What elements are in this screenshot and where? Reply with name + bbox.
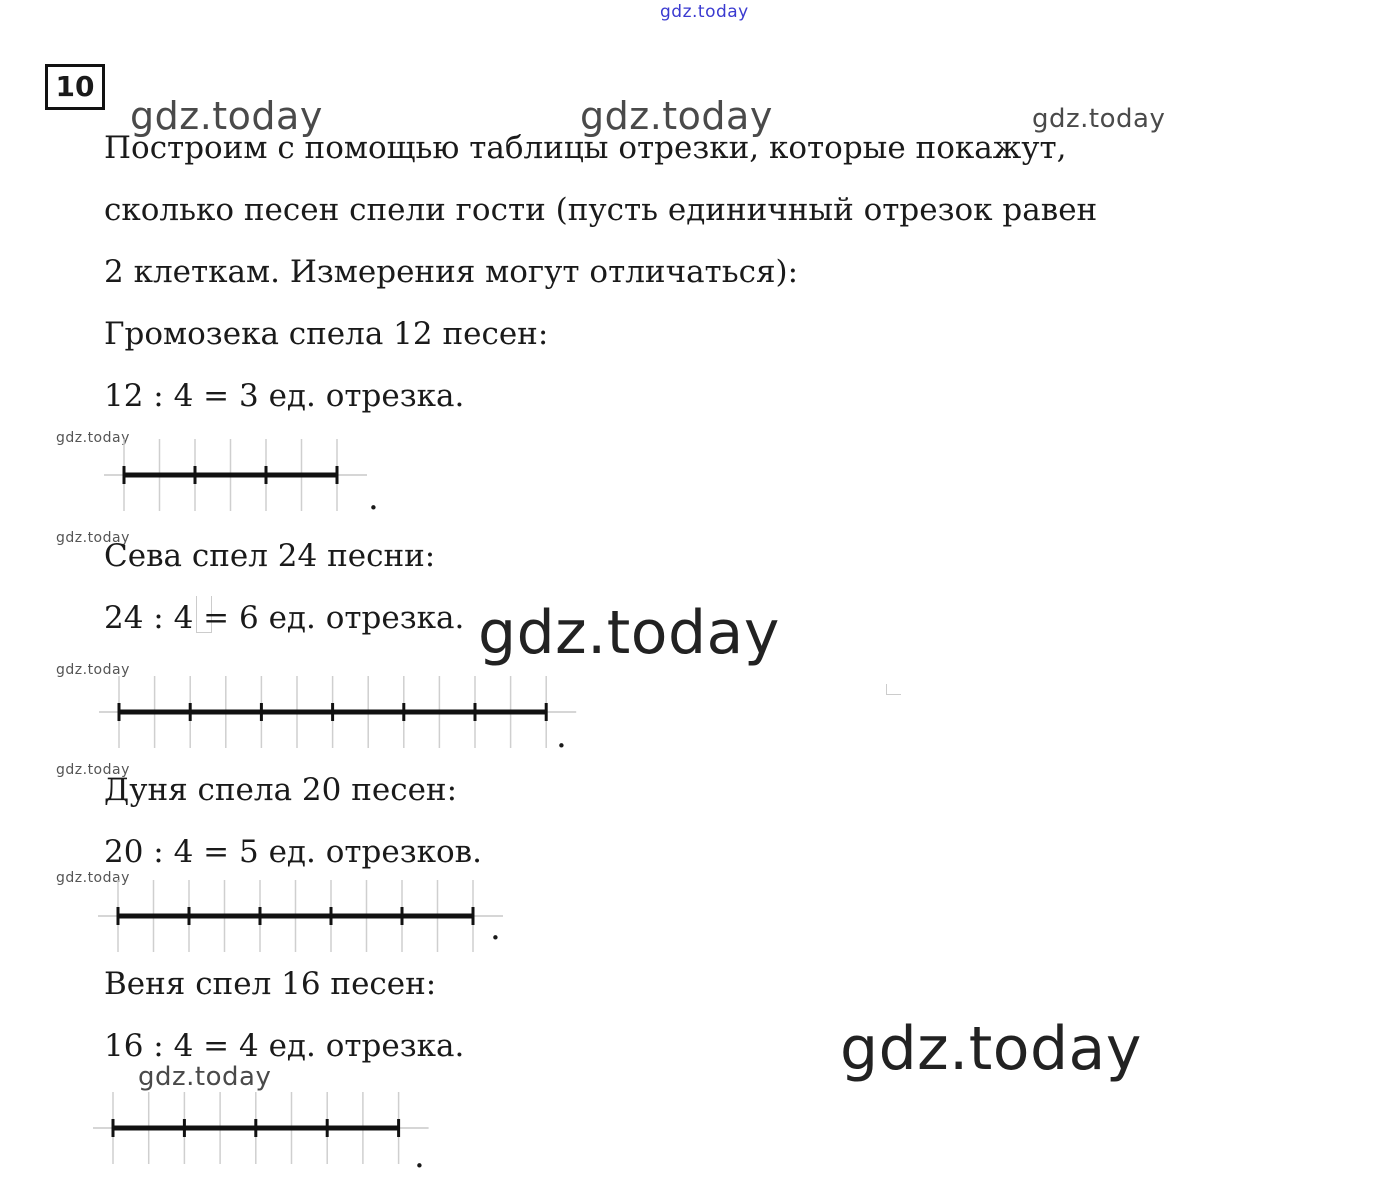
watermark-small: gdz.today [56, 662, 130, 678]
watermark: gdz.today [130, 94, 323, 138]
end-dot: . [490, 908, 501, 948]
watermark: gdz.today [1032, 104, 1166, 134]
section-title: Громозека спела 12 песен: [104, 316, 549, 352]
task-number: 10 [45, 64, 105, 110]
intro-line-3: 2 клеткам. Измерения могут отличаться): [104, 254, 799, 290]
watermark-small: gdz.today [56, 762, 130, 778]
watermark: gdz.today [138, 1062, 272, 1092]
intro-line-2: сколько песен спели гости (пусть единичный отрезок равен [104, 192, 1098, 228]
watermark: gdz.today [580, 94, 773, 138]
intro-line-1: Построим с помощью таблицы отрезки, которые покажут, [104, 130, 1067, 166]
watermark-large: gdz.today [840, 1014, 1142, 1084]
section-title: Веня спел 16 песен: [104, 966, 437, 1002]
end-dot: . [556, 716, 567, 756]
watermark-large: gdz.today [478, 598, 780, 668]
section-formula: 12 : 4 = 3 ед. отрезка. [104, 378, 465, 414]
watermark-small: gdz.today [56, 530, 130, 546]
section-title: Дуня спела 20 песен: [104, 772, 458, 808]
end-dot: . [414, 1136, 425, 1176]
end-dot: . [368, 478, 379, 518]
watermark-small: gdz.today [56, 430, 130, 446]
scan-artifact [886, 684, 901, 695]
section-formula: 16 : 4 = 4 ед. отрезка. [104, 1028, 465, 1064]
watermark-small: gdz.today [56, 870, 130, 886]
section-formula: 20 : 4 = 5 ед. отрезков. [104, 834, 482, 870]
section-formula: 24 : 4 = 6 ед. отрезка. [104, 600, 465, 636]
watermark-top: gdz.today [660, 2, 749, 22]
section-title: Сева спел 24 песни: [104, 538, 436, 574]
